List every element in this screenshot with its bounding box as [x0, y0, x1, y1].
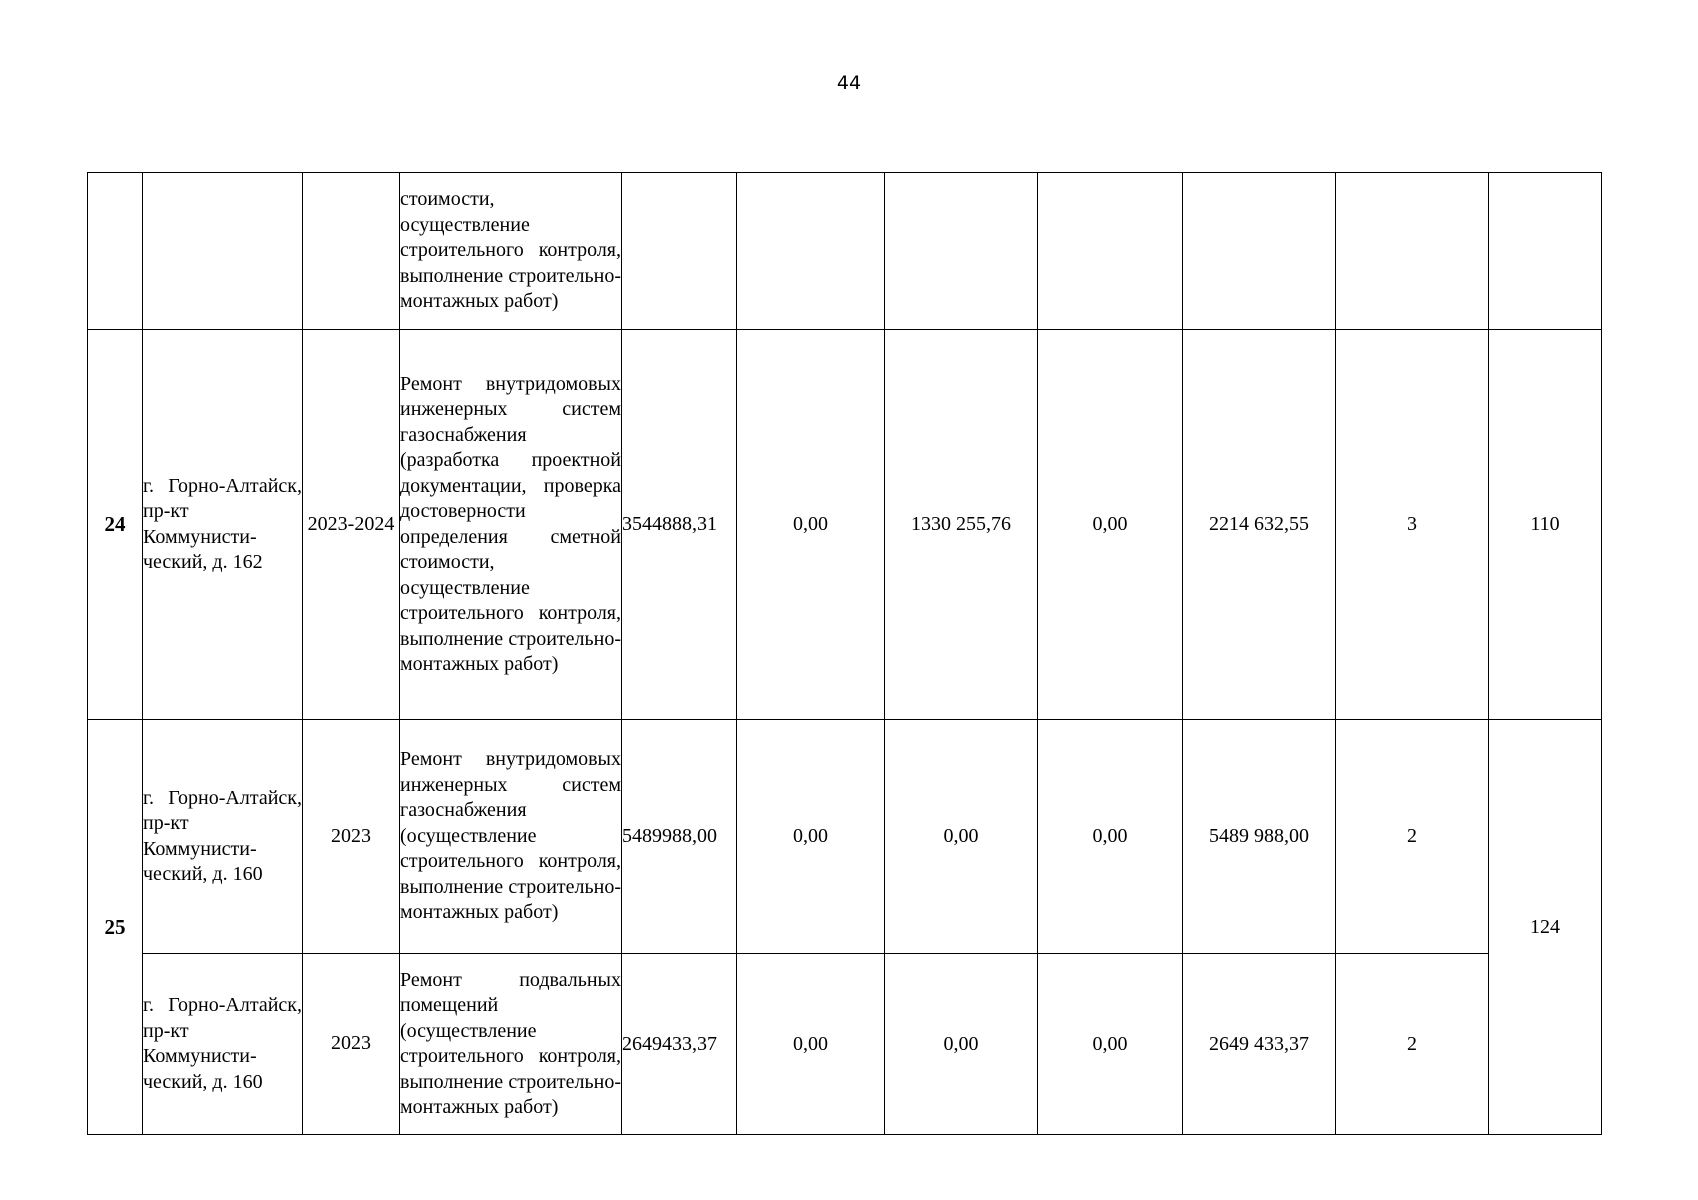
amount-b-cell: 0,00 — [885, 720, 1038, 954]
work-cell: Ремонт внутридомовых инженерных систем газоснабжения (разработка проектной документации, проверка достоверности определения сметной стоимости, осуществление строительного контроля, выполнение строительно-монтажных работ) — [400, 330, 622, 720]
period-cell: 2023 — [303, 720, 400, 954]
num-cell — [88, 173, 143, 330]
amount-b-cell: 0,00 — [885, 954, 1038, 1135]
total-cell: 5489988,00 — [622, 720, 737, 954]
address-cell: г. Горно-Алтайск, пр-кт Коммунисти-ческий, д. 160 — [143, 954, 303, 1135]
table-row-continuation — [88, 173, 1602, 330]
address-cell — [143, 173, 303, 330]
period-cell: 2023 — [303, 954, 400, 1135]
table-row — [88, 330, 1602, 720]
count-cell: 2 — [1336, 954, 1489, 1135]
page-number: 44 — [836, 72, 862, 94]
amount-d-cell: 2214 632,55 — [1183, 330, 1336, 720]
table-row — [88, 954, 1602, 1135]
amount-d-cell: 5489 988,00 — [1183, 720, 1336, 954]
total-cell: 3544888,31 — [622, 330, 737, 720]
address-cell: г. Горно-Алтайск, пр-кт Коммунисти-ческий, д. 162 — [143, 330, 303, 720]
row-number: 25 — [88, 720, 143, 1135]
address-cell: г. Горно-Алтайск, пр-кт Коммунисти-ческий, д. 160 — [143, 720, 303, 954]
period-cell — [303, 173, 400, 330]
total-cell — [622, 173, 737, 330]
repair-program-table — [87, 172, 1602, 1135]
total-cell: 2649433,37 — [622, 954, 737, 1135]
work-cell: стоимости, осуществление строительного контроля, выполнение строительно-монтажных работ) — [400, 173, 622, 330]
count-cell: 2 — [1336, 720, 1489, 954]
amount-b-cell — [885, 173, 1038, 330]
amount-a-cell: 0,00 — [737, 954, 885, 1135]
amount-a-cell — [737, 173, 885, 330]
amount-a-cell: 0,00 — [737, 720, 885, 954]
last-cell: 124 — [1489, 720, 1602, 1135]
amount-c-cell: 0,00 — [1038, 954, 1183, 1135]
amount-b-cell: 1330 255,76 — [885, 330, 1038, 720]
work-cell: Ремонт внутридомовых инженерных систем газоснабжения (осуществление строительного контроля, выполнение строительно-монтажных работ) — [400, 720, 622, 954]
amount-d-cell — [1183, 173, 1336, 330]
last-cell — [1489, 173, 1602, 330]
last-cell: 110 — [1489, 330, 1602, 720]
table-row — [88, 720, 1602, 954]
work-cell: Ремонт подвальных помещений (осуществление строительного контроля, выполнение строительно-монтажных работ) — [400, 954, 622, 1135]
count-cell — [1336, 173, 1489, 330]
count-cell: 3 — [1336, 330, 1489, 720]
amount-d-cell: 2649 433,37 — [1183, 954, 1336, 1135]
row-number: 24 — [88, 330, 143, 720]
amount-c-cell: 0,00 — [1038, 720, 1183, 954]
amount-c-cell: 0,00 — [1038, 330, 1183, 720]
amount-c-cell — [1038, 173, 1183, 330]
period-cell: 2023-2024 — [303, 330, 400, 720]
amount-a-cell: 0,00 — [737, 330, 885, 720]
